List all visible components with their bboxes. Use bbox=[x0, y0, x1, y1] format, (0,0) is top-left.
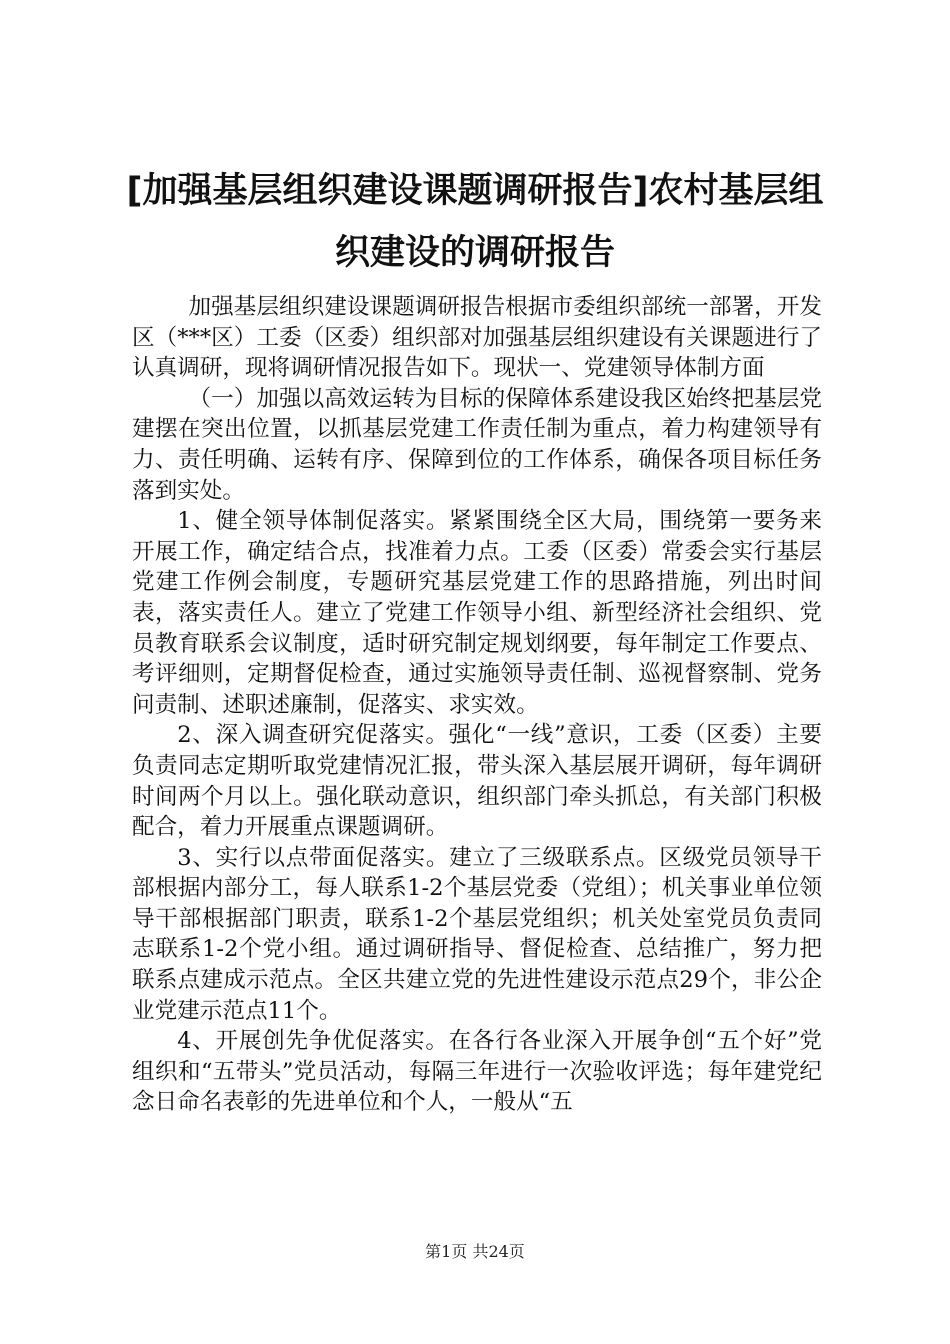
paragraph-item-1: 1、健全领导体制促落实。紧紧围绕全区大局，围绕第一要务来开展工作，确定结合点，找准着力点。工委（区委）常委会实行基层党建工作例会制度，专题研究基层党建工作的思路措施，列出时间表，落实责任人。建立了党建工作领导小组、新型经济社会组织、党员教育联系会议制度，适时研究制定规划纲要，每年制定工作要点、考评细则，定期督促检查，通过实施领导责任制、巡视督察制、党务问责制、述职述廉制，促落实、求实效。 bbox=[132, 508, 822, 718]
paragraph-item-4: 4、开展创先争优促落实。在各行各业深入开展争创“五个好”党组织和“五带头”党员活动，每隔三年进行一次验收评选；每年建党纪念日命名表彰的先进单位和个人，一般从“五 bbox=[132, 1028, 822, 1116]
document-title: [加强基层组织建设课题调研报告]农村基层组织建设的调研报告 bbox=[126, 171, 824, 273]
paragraph-item-2: 2、深入调查研究促落实。强化“一线”意识，工委（区委）主要负责同志定期听取党建情况汇报，带头深入基层展开调研，每年调研时间两个月以上。强化联动意识，组织部门牵头抓总，有关部门积极配合，着力开展重点课题调研。 bbox=[132, 722, 822, 841]
document-body bbox=[132, 292, 822, 1118]
paragraph-item-3: 3、实行以点带面促落实。建立了三级联系点。区级党员领导干部根据内部分工，每人联系1-2个基层党委（党组）；机关事业单位领导干部根据部门职责，联系1-2个基层党组织；机关处室党员负责同志联系1-2个党小组。通过调研指导、督促检查、总结推广，努力把联系点建成示范点。全区共建立党的先进性建设示范点29个，非公企业党建示范点11个。 bbox=[132, 844, 822, 1024]
paragraph-section-1: （一）加强以高效运转为目标的保障体系建设我区始终把基层党建摆在突出位置，以抓基层党建工作责任制为重点，着力构建领导有力、责任明确、运转有序、保障到位的工作体系，确保各项目标任务落到实处。 bbox=[132, 385, 822, 504]
paragraph-intro: 加强基层组织建设课题调研报告根据市委组织部统一部署，开发区（***区）工委（区委）组织部对加强基层组织建设有关课题进行了认真调研，现将调研情况报告如下。现状一、党建领导体制方面 bbox=[132, 294, 822, 382]
page-number-footer: 第1页 共24页 bbox=[425, 1242, 525, 1261]
